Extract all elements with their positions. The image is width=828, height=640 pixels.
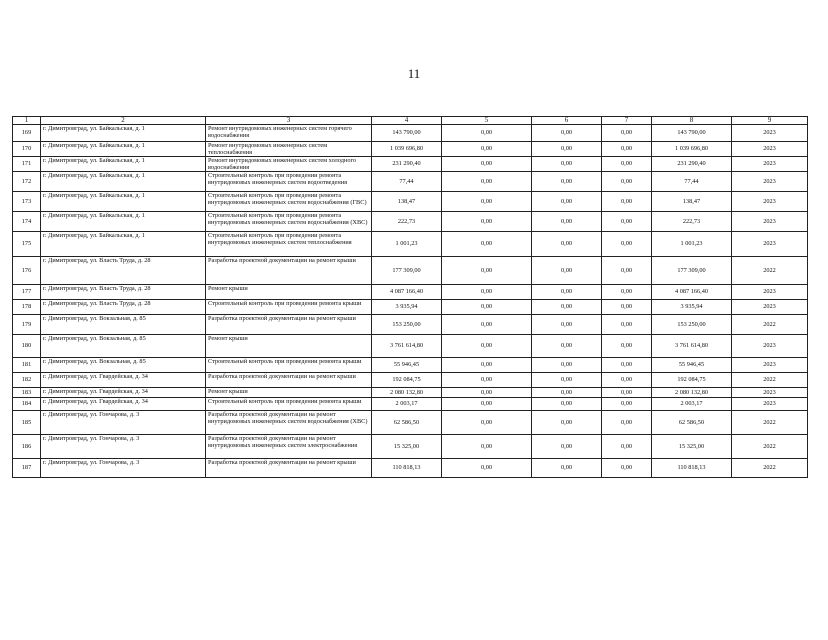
row-number: 174 bbox=[13, 212, 41, 232]
value-cell: 0,00 bbox=[602, 142, 652, 157]
address-cell: г. Димитровград, ул. Байкальская, д. 1 bbox=[41, 157, 206, 172]
value-cell: 77,44 bbox=[652, 172, 732, 192]
address-cell: г. Димитровград, ул. Байкальская, д. 1 bbox=[41, 172, 206, 192]
year-cell: 2022 bbox=[732, 373, 808, 388]
address-cell: г. Димитровград, ул. Гвардейская, д. 34 bbox=[41, 388, 206, 398]
work-type-cell: Ремонт внутридомовых инженерных систем теплоснабжения bbox=[206, 142, 372, 157]
table-row bbox=[13, 172, 808, 192]
value-cell: 0,00 bbox=[442, 212, 532, 232]
row-number: 179 bbox=[13, 315, 41, 335]
work-type-cell: Разработка проектной документации на ремонт крыши bbox=[206, 459, 372, 478]
work-type-cell: Разработка проектной документации на ремонт внутридомовых инженерных систем водоснабжения (ХВС) bbox=[206, 411, 372, 435]
value-cell: 0,00 bbox=[442, 335, 532, 358]
table-row bbox=[13, 459, 808, 478]
row-number: 176 bbox=[13, 257, 41, 285]
work-type-cell: Строительный контроль при проведении ремонта внутридомовых инженерных систем водоснабжения (ХВС) bbox=[206, 212, 372, 232]
table-row bbox=[13, 125, 808, 142]
value-cell: 3 761 614,80 bbox=[372, 335, 442, 358]
row-number: 186 bbox=[13, 435, 41, 459]
row-number: 182 bbox=[13, 373, 41, 388]
value-cell: 3 761 614,80 bbox=[652, 335, 732, 358]
address-cell: г. Димитровград, ул. Байкальская, д. 1 bbox=[41, 125, 206, 142]
table-row bbox=[13, 257, 808, 285]
value-cell: 0,00 bbox=[442, 172, 532, 192]
value-cell: 0,00 bbox=[602, 285, 652, 300]
value-cell: 0,00 bbox=[532, 435, 602, 459]
value-cell: 15 325,00 bbox=[372, 435, 442, 459]
value-cell: 0,00 bbox=[532, 172, 602, 192]
address-cell: г. Димитровград, ул. Власть Труда, д. 28 bbox=[41, 285, 206, 300]
year-cell: 2023 bbox=[732, 335, 808, 358]
value-cell: 3 935,94 bbox=[652, 300, 732, 315]
value-cell: 0,00 bbox=[602, 125, 652, 142]
column-header: 7 bbox=[602, 117, 652, 125]
value-cell: 1 039 696,80 bbox=[652, 142, 732, 157]
address-cell: г. Димитровград, ул. Гончарова, д. 3 bbox=[41, 459, 206, 478]
value-cell: 0,00 bbox=[602, 232, 652, 257]
work-type-cell: Разработка проектной документации на ремонт внутридомовых инженерных систем электроснабжения bbox=[206, 435, 372, 459]
value-cell: 0,00 bbox=[602, 192, 652, 212]
work-type-cell: Строительный контроль при проведении ремонта крыши bbox=[206, 300, 372, 315]
value-cell: 0,00 bbox=[442, 257, 532, 285]
value-cell: 138,47 bbox=[652, 192, 732, 212]
row-number: 183 bbox=[13, 388, 41, 398]
address-cell: г. Димитровград, ул. Байкальская, д. 1 bbox=[41, 212, 206, 232]
value-cell: 0,00 bbox=[442, 373, 532, 388]
value-cell: 0,00 bbox=[442, 388, 532, 398]
value-cell: 138,47 bbox=[372, 192, 442, 212]
table-row bbox=[13, 142, 808, 157]
year-cell: 2022 bbox=[732, 315, 808, 335]
value-cell: 192 084,75 bbox=[652, 373, 732, 388]
table-body bbox=[13, 125, 808, 478]
value-cell: 0,00 bbox=[532, 358, 602, 373]
value-cell: 0,00 bbox=[442, 157, 532, 172]
column-header: 8 bbox=[652, 117, 732, 125]
address-cell: г. Димитровград, ул. Вокзальная, д. 85 bbox=[41, 358, 206, 373]
work-type-cell: Строительный контроль при проведении ремонта крыши bbox=[206, 358, 372, 373]
value-cell: 0,00 bbox=[532, 142, 602, 157]
year-cell: 2022 bbox=[732, 435, 808, 459]
value-cell: 0,00 bbox=[602, 257, 652, 285]
value-cell: 222,73 bbox=[372, 212, 442, 232]
work-type-cell: Строительный контроль при проведении ремонта внутридомовых инженерных систем водоотведения bbox=[206, 172, 372, 192]
column-header: 5 bbox=[442, 117, 532, 125]
value-cell: 77,44 bbox=[372, 172, 442, 192]
value-cell: 0,00 bbox=[532, 398, 602, 411]
value-cell: 0,00 bbox=[442, 232, 532, 257]
value-cell: 0,00 bbox=[602, 358, 652, 373]
value-cell: 55 946,45 bbox=[652, 358, 732, 373]
table-row bbox=[13, 212, 808, 232]
value-cell: 0,00 bbox=[532, 373, 602, 388]
work-type-cell: Разработка проектной документации на ремонт крыши bbox=[206, 315, 372, 335]
address-cell: г. Димитровград, ул. Байкальская, д. 1 bbox=[41, 192, 206, 212]
value-cell: 231 290,40 bbox=[652, 157, 732, 172]
row-number: 177 bbox=[13, 285, 41, 300]
value-cell: 0,00 bbox=[442, 192, 532, 212]
table-row bbox=[13, 157, 808, 172]
value-cell: 0,00 bbox=[442, 285, 532, 300]
value-cell: 0,00 bbox=[602, 157, 652, 172]
value-cell: 0,00 bbox=[442, 358, 532, 373]
year-cell: 2023 bbox=[732, 172, 808, 192]
value-cell: 0,00 bbox=[602, 398, 652, 411]
value-cell: 0,00 bbox=[532, 411, 602, 435]
repair-program-table bbox=[12, 116, 808, 478]
work-type-cell: Ремонт внутридомовых инженерных систем холодного водоснабжения bbox=[206, 157, 372, 172]
value-cell: 0,00 bbox=[532, 315, 602, 335]
column-header: 3 bbox=[206, 117, 372, 125]
value-cell: 0,00 bbox=[602, 411, 652, 435]
value-cell: 4 087 166,40 bbox=[652, 285, 732, 300]
value-cell: 192 084,75 bbox=[372, 373, 442, 388]
column-header: 6 bbox=[532, 117, 602, 125]
address-cell: г. Димитровград, ул. Гончарова, д. 3 bbox=[41, 411, 206, 435]
value-cell: 62 586,50 bbox=[652, 411, 732, 435]
table-row bbox=[13, 315, 808, 335]
work-type-cell: Ремонт крыши bbox=[206, 285, 372, 300]
page-number: 11 bbox=[407, 66, 421, 81]
year-cell: 2023 bbox=[732, 232, 808, 257]
table-row bbox=[13, 232, 808, 257]
value-cell: 4 087 166,40 bbox=[372, 285, 442, 300]
year-cell: 2023 bbox=[732, 398, 808, 411]
value-cell: 0,00 bbox=[532, 335, 602, 358]
row-number: 178 bbox=[13, 300, 41, 315]
value-cell: 222,73 bbox=[652, 212, 732, 232]
row-number: 185 bbox=[13, 411, 41, 435]
year-cell: 2022 bbox=[732, 459, 808, 478]
value-cell: 0,00 bbox=[602, 335, 652, 358]
table-header-row bbox=[13, 117, 808, 125]
value-cell: 2 003,17 bbox=[372, 398, 442, 411]
address-cell: г. Димитровград, ул. Байкальская, д. 1 bbox=[41, 142, 206, 157]
year-cell: 2023 bbox=[732, 300, 808, 315]
row-number: 172 bbox=[13, 172, 41, 192]
address-cell: г. Димитровград, ул. Гончарова, д. 3 bbox=[41, 435, 206, 459]
work-type-cell: Ремонт внутридомовых инженерных систем горячего водоснабжения bbox=[206, 125, 372, 142]
year-cell: 2023 bbox=[732, 388, 808, 398]
row-number: 170 bbox=[13, 142, 41, 157]
value-cell: 0,00 bbox=[602, 315, 652, 335]
year-cell: 2023 bbox=[732, 285, 808, 300]
value-cell: 0,00 bbox=[442, 142, 532, 157]
table-row bbox=[13, 285, 808, 300]
value-cell: 0,00 bbox=[532, 257, 602, 285]
value-cell: 0,00 bbox=[602, 373, 652, 388]
value-cell: 0,00 bbox=[532, 285, 602, 300]
value-cell: 1 001,23 bbox=[372, 232, 442, 257]
value-cell: 143 790,00 bbox=[652, 125, 732, 142]
value-cell: 0,00 bbox=[442, 435, 532, 459]
value-cell: 0,00 bbox=[532, 388, 602, 398]
value-cell: 0,00 bbox=[602, 459, 652, 478]
value-cell: 0,00 bbox=[532, 459, 602, 478]
column-header: 2 bbox=[41, 117, 206, 125]
value-cell: 0,00 bbox=[442, 300, 532, 315]
year-cell: 2023 bbox=[732, 358, 808, 373]
address-cell: г. Димитровград, ул. Власть Труда, д. 28 bbox=[41, 300, 206, 315]
value-cell: 1 039 696,80 bbox=[372, 142, 442, 157]
value-cell: 143 790,00 bbox=[372, 125, 442, 142]
year-cell: 2022 bbox=[732, 411, 808, 435]
row-number: 187 bbox=[13, 459, 41, 478]
column-header: 9 bbox=[732, 117, 808, 125]
value-cell: 0,00 bbox=[532, 125, 602, 142]
column-header: 4 bbox=[372, 117, 442, 125]
column-header: 1 bbox=[13, 117, 41, 125]
row-number: 171 bbox=[13, 157, 41, 172]
work-type-cell: Строительный контроль при проведении ремонта внутридомовых инженерных систем теплоснабжения bbox=[206, 232, 372, 257]
value-cell: 0,00 bbox=[602, 212, 652, 232]
row-number: 175 bbox=[13, 232, 41, 257]
value-cell: 0,00 bbox=[442, 125, 532, 142]
table-row bbox=[13, 411, 808, 435]
address-cell: г. Димитровград, ул. Вокзальная, д. 85 bbox=[41, 315, 206, 335]
value-cell: 0,00 bbox=[532, 157, 602, 172]
work-type-cell: Ремонт крыши bbox=[206, 335, 372, 358]
value-cell: 177 309,00 bbox=[652, 257, 732, 285]
value-cell: 0,00 bbox=[532, 212, 602, 232]
year-cell: 2023 bbox=[732, 157, 808, 172]
table-row bbox=[13, 435, 808, 459]
address-cell: г. Димитровград, ул. Гвардейская, д. 34 bbox=[41, 373, 206, 388]
value-cell: 55 946,45 bbox=[372, 358, 442, 373]
value-cell: 0,00 bbox=[532, 300, 602, 315]
value-cell: 153 250,00 bbox=[372, 315, 442, 335]
value-cell: 62 586,50 bbox=[372, 411, 442, 435]
table-row bbox=[13, 388, 808, 398]
value-cell: 1 001,23 bbox=[652, 232, 732, 257]
value-cell: 110 818,13 bbox=[372, 459, 442, 478]
row-number: 169 bbox=[13, 125, 41, 142]
year-cell: 2022 bbox=[732, 257, 808, 285]
value-cell: 177 309,00 bbox=[372, 257, 442, 285]
value-cell: 2 080 132,80 bbox=[372, 388, 442, 398]
year-cell: 2023 bbox=[732, 125, 808, 142]
value-cell: 0,00 bbox=[602, 172, 652, 192]
address-cell: г. Димитровград, ул. Власть Труда, д. 28 bbox=[41, 257, 206, 285]
value-cell: 0,00 bbox=[442, 459, 532, 478]
value-cell: 0,00 bbox=[442, 398, 532, 411]
work-type-cell: Ремонт крыши bbox=[206, 388, 372, 398]
row-number: 173 bbox=[13, 192, 41, 212]
address-cell: г. Димитровград, ул. Байкальская, д. 1 bbox=[41, 232, 206, 257]
value-cell: 0,00 bbox=[602, 300, 652, 315]
value-cell: 0,00 bbox=[532, 192, 602, 212]
table-row bbox=[13, 192, 808, 212]
year-cell: 2023 bbox=[732, 192, 808, 212]
address-cell: г. Димитровград, ул. Гвардейская, д. 34 bbox=[41, 398, 206, 411]
value-cell: 0,00 bbox=[532, 232, 602, 257]
value-cell: 0,00 bbox=[442, 411, 532, 435]
table-row bbox=[13, 373, 808, 388]
value-cell: 0,00 bbox=[602, 435, 652, 459]
value-cell: 2 003,17 bbox=[652, 398, 732, 411]
row-number: 180 bbox=[13, 335, 41, 358]
value-cell: 231 290,40 bbox=[372, 157, 442, 172]
value-cell: 2 080 132,80 bbox=[652, 388, 732, 398]
value-cell: 153 250,00 bbox=[652, 315, 732, 335]
table-row bbox=[13, 300, 808, 315]
row-number: 181 bbox=[13, 358, 41, 373]
table-row bbox=[13, 398, 808, 411]
work-type-cell: Строительный контроль при проведении ремонта крыши bbox=[206, 398, 372, 411]
address-cell: г. Димитровград, ул. Вокзальная, д. 85 bbox=[41, 335, 206, 358]
work-type-cell: Разработка проектной документации на ремонт крыши bbox=[206, 373, 372, 388]
value-cell: 110 818,13 bbox=[652, 459, 732, 478]
value-cell: 3 935,94 bbox=[372, 300, 442, 315]
work-type-cell: Строительный контроль при проведении ремонта внутридомовых инженерных систем водоснабжения (ГВС) bbox=[206, 192, 372, 212]
row-number: 184 bbox=[13, 398, 41, 411]
value-cell: 0,00 bbox=[442, 315, 532, 335]
table-row bbox=[13, 335, 808, 358]
year-cell: 2023 bbox=[732, 212, 808, 232]
table-row bbox=[13, 358, 808, 373]
value-cell: 15 325,00 bbox=[652, 435, 732, 459]
year-cell: 2023 bbox=[732, 142, 808, 157]
value-cell: 0,00 bbox=[602, 388, 652, 398]
work-type-cell: Разработка проектной документации на ремонт крыши bbox=[206, 257, 372, 285]
